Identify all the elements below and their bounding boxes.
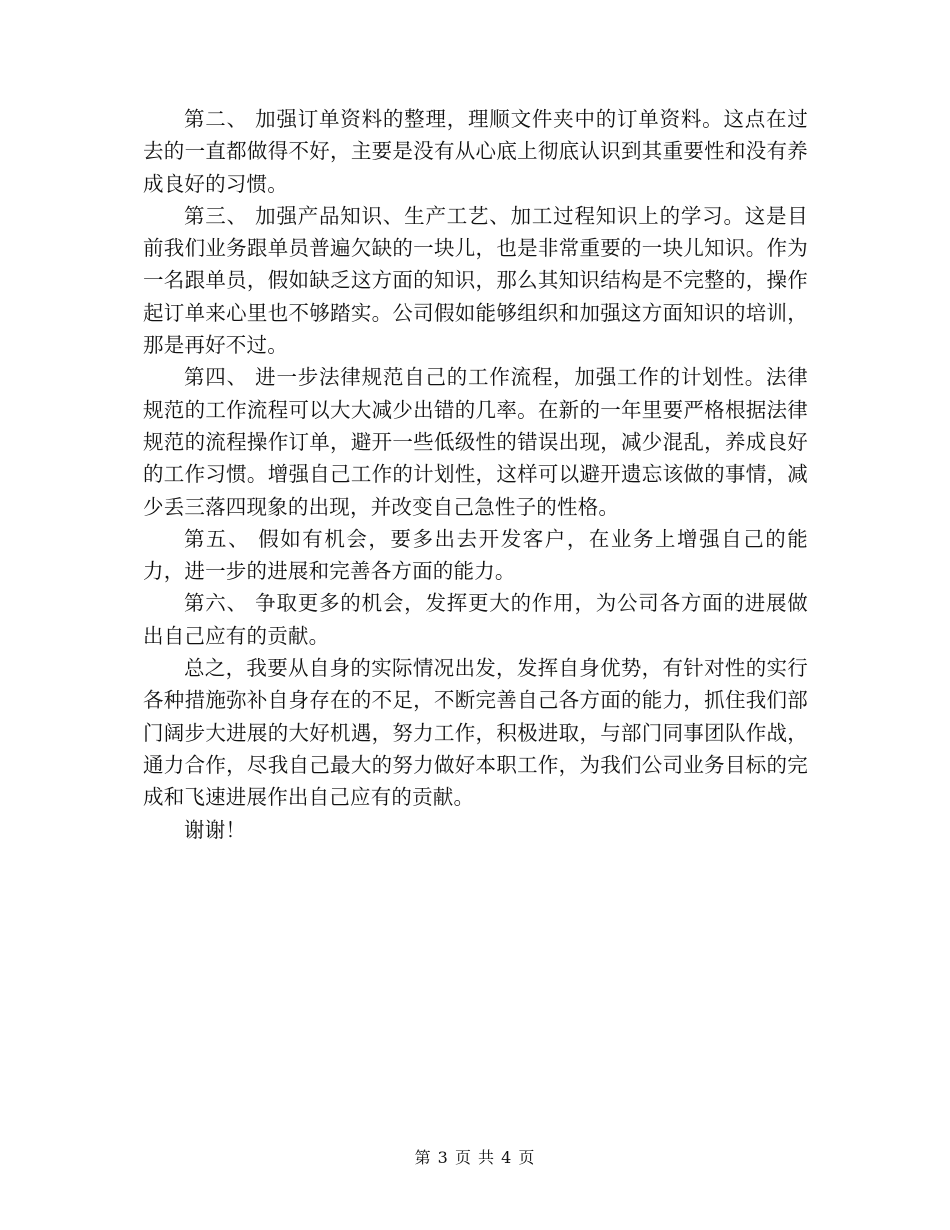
page-label-suffix: 页 — [518, 1148, 536, 1167]
paragraph-thanks: 谢谢！ — [184, 817, 247, 842]
page-footer — [0, 1146, 950, 1170]
total-pages-number: 4 — [501, 1148, 513, 1167]
paragraph-section-four: 第四、 进一步法律规范自己的工作流程，加强工作的计划性。法律规范的工作流程可以大大减少出错的几率。在新的一年里要严格根据法律规范的流程操作订单，避开一些低级性的错误出现，减少混乱，养成良好的工作习惯。增强自己工作的计划性，这样可以避开遗忘该做的事情，减少丢三落四现象的出现，并改变自己急性子的性格。 — [143, 365, 808, 519]
paragraph-section-six: 第六、 争取更多的机会，发挥更大的作用，为公司各方面的进展做出自己应有的贡献。 — [143, 591, 808, 648]
page-label-prefix: 第 — [414, 1148, 432, 1167]
paragraph-section-three: 第三、 加强产品知识、生产工艺、加工过程知识上的学习。这是目前我们业务跟单员普遍欠缺的一块儿，也是非常重要的一块儿知识。作为一名跟单员，假如缺乏这方面的知识，那么其知识结构是不完整的，操作起订单来心里也不够踏实。公司假如能够组织和加强这方面知识的培训，那是再好不过。 — [143, 203, 808, 358]
current-page-number: 3 — [437, 1148, 449, 1167]
paragraph-section-two: 第二、 加强订单资料的整理，理顺文件夹中的订单资料。这点在过去的一直都做得不好，主要是没有从心底上彻底认识到其重要性和没有养成良好的习惯。 — [143, 107, 808, 196]
paragraph-conclusion: 总之，我要从自身的实际情况出发，发挥自身优势，有针对性的实行各种措施弥补自身存在的不足，不断完善自己各方面的能力，抓住我们部门阔步大进展的大好机遇，努力工作，积极进取，与部门同事团队作战，通力合作，尽我自己最大的努力做好本职工作，为我们公司业务目标的完成和飞速进展作出自己应有的贡献。 — [143, 656, 808, 810]
paragraph-section-five: 第五、 假如有机会，要多出去开发客户，在业务上增强自己的能力，进一步的进展和完善各方面的能力。 — [143, 526, 808, 584]
document-body — [143, 103, 808, 846]
page-label-middle: 页 共 — [454, 1148, 496, 1167]
